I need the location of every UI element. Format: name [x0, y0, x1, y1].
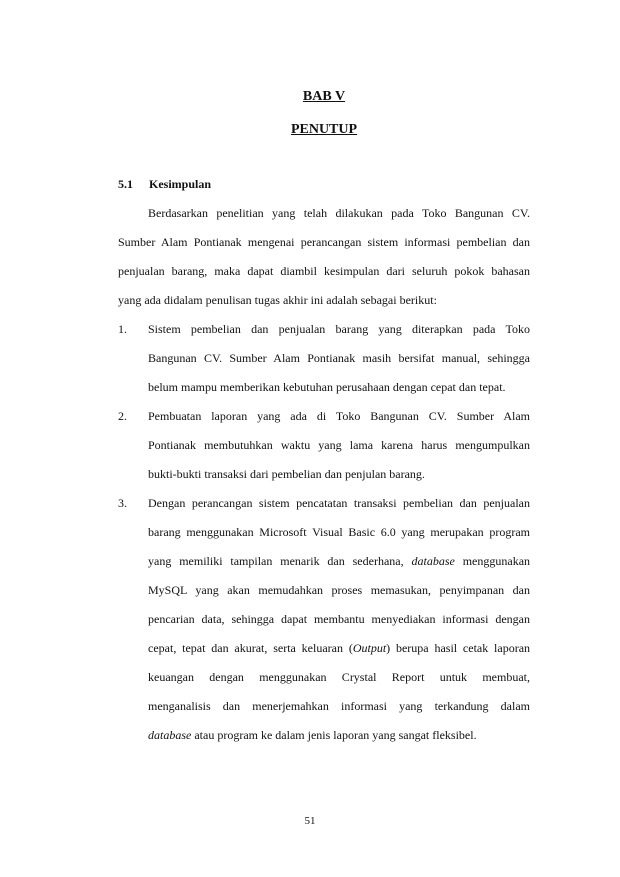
list-item-line: bukti-bukti transaksi dari pembelian dan penjulan barang.: [148, 467, 425, 481]
list-item-line: [148, 641, 530, 655]
intro-line: Berdasarkan penelitian yang telah dilakukan pada Toko Bangunan CV.: [148, 206, 530, 220]
italic-term: Output: [352, 641, 387, 655]
list-item-line: barang menggunakan Microsoft Visual Basic 6.0 yang merupakan program: [148, 525, 530, 539]
list-item-line: Bangunan CV. Sumber Alam Pontianak masih bersifat manual, sehingga: [148, 351, 530, 365]
list-item-text: atau program ke dalam jenis laporan yang sangat fleksibel.: [194, 728, 477, 742]
page-number: 51: [304, 815, 316, 827]
paren-open: (: [348, 641, 353, 655]
list-item-line: Dengan perancangan sistem pencatatan transaksi pembelian dan penjualan: [148, 496, 530, 510]
section-title: Kesimpulan: [149, 177, 212, 191]
list-item-line: Pembuatan laporan yang ada di Toko Bangunan CV. Sumber Alam: [148, 409, 530, 423]
chapter-title: PENUTUP: [290, 122, 358, 137]
list-item-text: cepat, tepat dan akurat, serta keluaran: [148, 641, 343, 655]
list-marker: 3.: [118, 496, 127, 510]
intro-line: Sumber Alam Pontianak mengenai perancangan sistem informasi pembelian dan: [118, 235, 530, 249]
list-item-line: [148, 554, 530, 568]
list-marker: 2.: [118, 409, 127, 423]
list-item-line: menganalisis dan menerjemahkan informasi yang terkandung dalam: [148, 699, 530, 713]
italic-term: database: [148, 728, 192, 742]
list-item-line: [148, 728, 477, 742]
list-item-text: yang memiliki tampilan menarik dan sederhana,: [148, 554, 404, 568]
paren-close: ): [386, 641, 391, 655]
list-item-line: MySQL yang akan memudahkan proses memasukan, penyimpanan dan: [148, 583, 530, 597]
list-item-line: belum mampu memberikan kebutuhan perusahaan dengan cepat dan tepat.: [148, 380, 506, 394]
list-item-line: Sistem pembelian dan penjualan barang yang diterapkan pada Toko: [148, 322, 530, 336]
chapter-label: BAB V: [302, 89, 346, 104]
section-number: 5.1: [118, 177, 133, 191]
italic-term: database: [411, 554, 455, 568]
list-item-line: pencarian data, sehingga dapat membantu menyediakan informasi dengan: [148, 612, 530, 626]
intro-line: penjualan barang, maka dapat diambil kesimpulan dari seluruh pokok bahasan: [118, 264, 530, 278]
list-item-text: menggunakan: [462, 554, 531, 568]
intro-line: yang ada didalam penulisan tugas akhir ini adalah sebagai berikut:: [118, 293, 437, 307]
list-item-line: keuangan dengan menggunakan Crystal Report untuk membuat,: [148, 670, 530, 684]
section-heading: [118, 177, 211, 192]
list-item-text: berupa hasil cetak laporan: [395, 641, 531, 655]
list-item-line: Pontianak membutuhkan waktu yang lama karena harus mengumpulkan: [148, 438, 530, 452]
list-marker: 1.: [118, 322, 127, 336]
